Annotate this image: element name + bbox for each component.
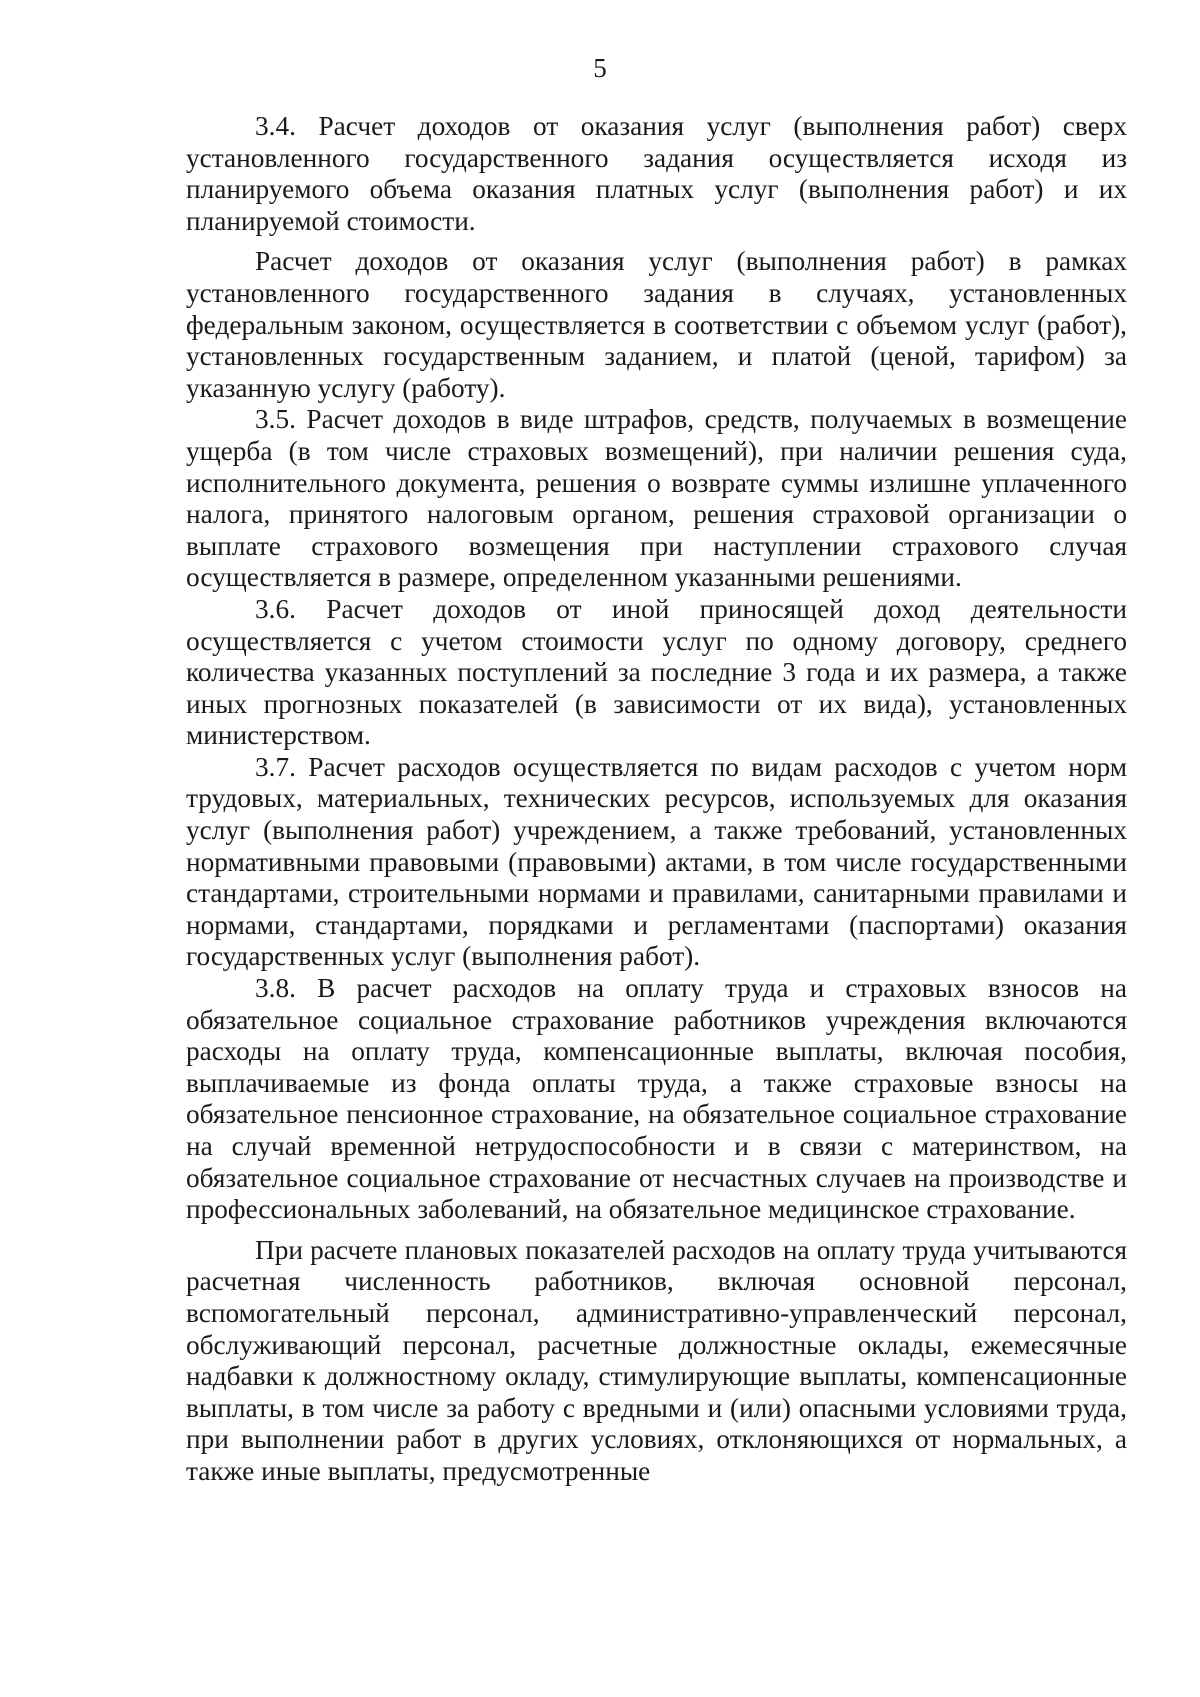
document-body [186, 111, 1127, 1488]
paragraph-3-7: 3.7. Расчет расходов осуществляется по видам расходов с учетом норм трудовых, материальных, технических ресурсов, используемых для оказания услуг (выполнения работ) учреждением, а также требований, установленных нормативными правовыми (правовыми) актами, в том числе государственными стандартами, строительными нормами и правилами, санитарными правилами и нормами, стандартами, порядками и регламентами (паспортами) оказания государственных услуг (выполнения работ). [186, 751, 1127, 972]
paragraph-3-5: 3.5. Расчет доходов в виде штрафов, средств, получаемых в возмещение ущерба (в том числе страховых возмещений), при наличии решения суда, исполнительного документа, решения о возврате суммы излишне уплаченного налога, принятого налоговым органом, решения страховой организации о выплате страхового возмещения при наступлении страхового случая осуществляется в размере, определенном указанными решениями. [186, 404, 1127, 593]
page-number: 5 [593, 53, 607, 83]
paragraph-3-4: 3.4. Расчет доходов от оказания услуг (выполнения работ) сверх установленного государственного задания осуществляется исходя из планируемого объема оказания платных услуг (выполнения работ) и их планируемой стоимости. [186, 111, 1127, 236]
paragraph-3-6: 3.6. Расчет доходов от иной приносящей доход деятельности осуществляется с учетом стоимости услуг по одному договору, среднего количества указанных поступлений за последние 3 года и их размера, а также иных прогнозных показателей (в зависимости от их вида), установленных министерством. [186, 593, 1127, 751]
paragraph-3-8: 3.8. В расчет расходов на оплату труда и страховых взносов на обязательное социальное страхование работников учреждения включаются расходы на оплату труда, компенсационные выплаты, включая пособия, выплачиваемые из фонда оплаты труда, а также страховые взносы на обязательное пенсионное страхование, на обязательное социальное страхование на случай временной нетрудоспособности и в связи с материнством, на обязательное социальное страхование от несчастных случаев на производстве и профессиональных заболеваний, на обязательное медицинское страхование. [186, 973, 1127, 1225]
paragraph-3-8-continued: При расчете плановых показателей расходов на оплату труда учитываются расчетная численность работников, включая основной персонал, вспомогательный персонал, административно-управленческий персонал, обслуживающий персонал, расчетные должностные оклады, ежемесячные надбавки к должностному окладу, стимулирующие выплаты, компенсационные выплаты, в том числе за работу с вредными и (или) опасными условиями труда, при выполнении работ в других условиях, отклоняющихся от нормальных, а также иные выплаты, предусмотренные [186, 1234, 1127, 1486]
paragraph-3-4-continued: Расчет доходов от оказания услуг (выполнения работ) в рамках установленного государственного задания в случаях, установленных федеральным законом, осуществляется в соответствии с объемом услуг (работ), установленных государственным заданием, и платой (ценой, тарифом) за указанную услугу (работу). [186, 246, 1127, 403]
